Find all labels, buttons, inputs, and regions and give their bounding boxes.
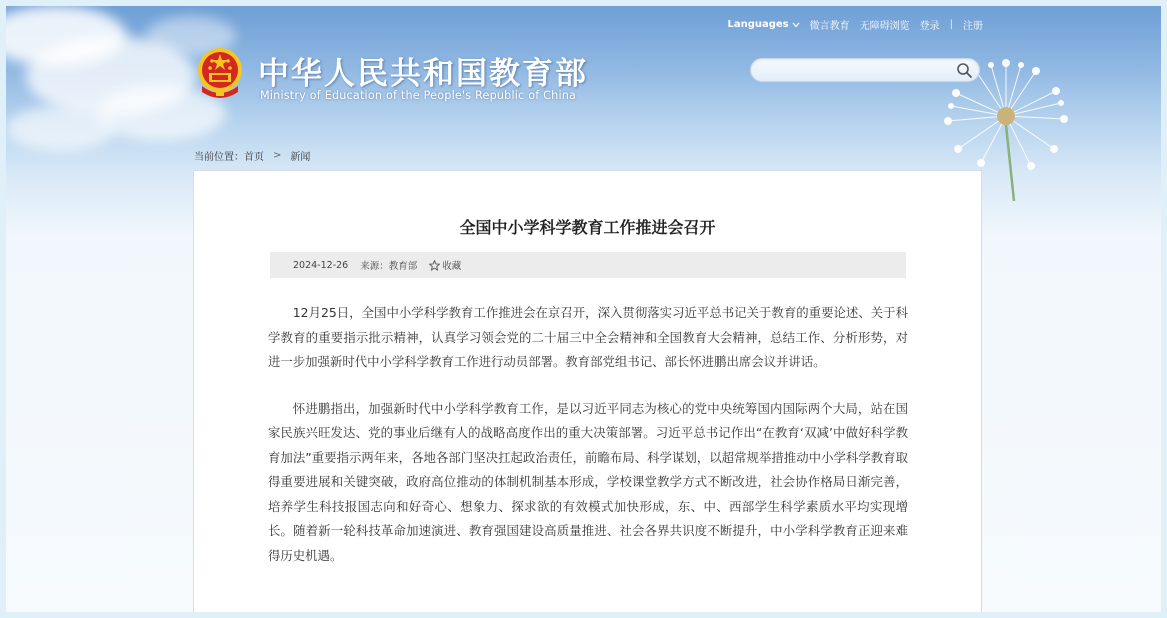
favorite-label: 收藏 bbox=[442, 261, 462, 272]
article-panel bbox=[193, 170, 982, 612]
article-title: 全国中小学科学教育工作推进会召开 bbox=[459, 218, 716, 237]
breadcrumb-current[interactable]: 新闻 bbox=[290, 152, 311, 163]
page-frame bbox=[6, 6, 1161, 612]
chevron-down-icon bbox=[792, 22, 800, 28]
star-icon bbox=[429, 260, 440, 271]
cloud-decoration bbox=[6, 106, 116, 151]
search-icon[interactable] bbox=[956, 62, 973, 79]
search-box bbox=[750, 58, 980, 82]
article-body bbox=[268, 301, 908, 590]
languages-label: Languages bbox=[727, 19, 789, 30]
languages-menu[interactable] bbox=[727, 19, 799, 30]
register-link[interactable]: 注册 bbox=[963, 21, 983, 32]
weibo-link[interactable]: 微言教育 bbox=[809, 21, 850, 32]
article-date: 2024-12-26 bbox=[293, 259, 349, 271]
article-paragraph: 12月25日，全国中小学科学教育工作推进会在京召开，深入贯彻落实习近平总书记关于教育的重要论述、关于科学教育的重要指示批示精神，认真学习领会党的二十届三中全会精神和全国教育大会精神，总结工作、分析形势，对进一步加强新时代中小学科学教育工作进行动员部署。教育部党组书记、部长怀进鹏出席会议并讲话。 bbox=[268, 305, 908, 369]
breadcrumb-prefix: 当前位置： bbox=[194, 152, 244, 163]
breadcrumb-arrow-icon: > bbox=[273, 150, 282, 161]
site-subtitle: Ministry of Education of the People's Republic of China bbox=[260, 89, 577, 102]
breadcrumb-label bbox=[194, 148, 264, 163]
article-source: 来源：教育部 bbox=[360, 261, 418, 272]
article-paragraph: 怀进鹏指出，加强新时代中小学科学教育工作，是以习近平同志为核心的党中央统筹国内国际两个大局，站在国家民族兴旺发达、党的事业后继有人的战略高度作出的重大决策部署。习近平总书记作出“在教育‘双减’中做好科学教育加法”重要指示两年来，各地各部门坚决扛起政治责任，前瞻布局、科学谋划，以超常规举措推动中小学科学教育取得重要进展和关键突破，政府高位推动的体制机制基本形成，学校课堂教学方式不断改进，社会协作格局日渐完善，培养学生科技报国志向和好奇心、想象力、探求欲的有效模式加快形成，东、中、西部学生科学素质水平均实现增长。随着新一轮科技革命加速演进、教育强国建设高质量推进、社会各界共识度不断提升，中小学科学教育正迎来难得历史机遇。 bbox=[268, 400, 908, 563]
breadcrumb bbox=[194, 148, 310, 163]
top-links bbox=[727, 17, 983, 32]
search-input[interactable] bbox=[761, 62, 951, 79]
site-title[interactable]: 中华人民共和国教育部 bbox=[258, 56, 588, 92]
login-link[interactable]: 登录 bbox=[919, 21, 940, 32]
accessible-browse-link[interactable]: 无障碍浏览 bbox=[859, 21, 910, 32]
favorite-button[interactable] bbox=[429, 258, 461, 272]
breadcrumb-home-link[interactable]: 首页 bbox=[244, 152, 264, 163]
national-emblem-icon[interactable] bbox=[196, 46, 244, 98]
article-meta-bar bbox=[270, 252, 906, 278]
link-separator: | bbox=[949, 19, 953, 30]
